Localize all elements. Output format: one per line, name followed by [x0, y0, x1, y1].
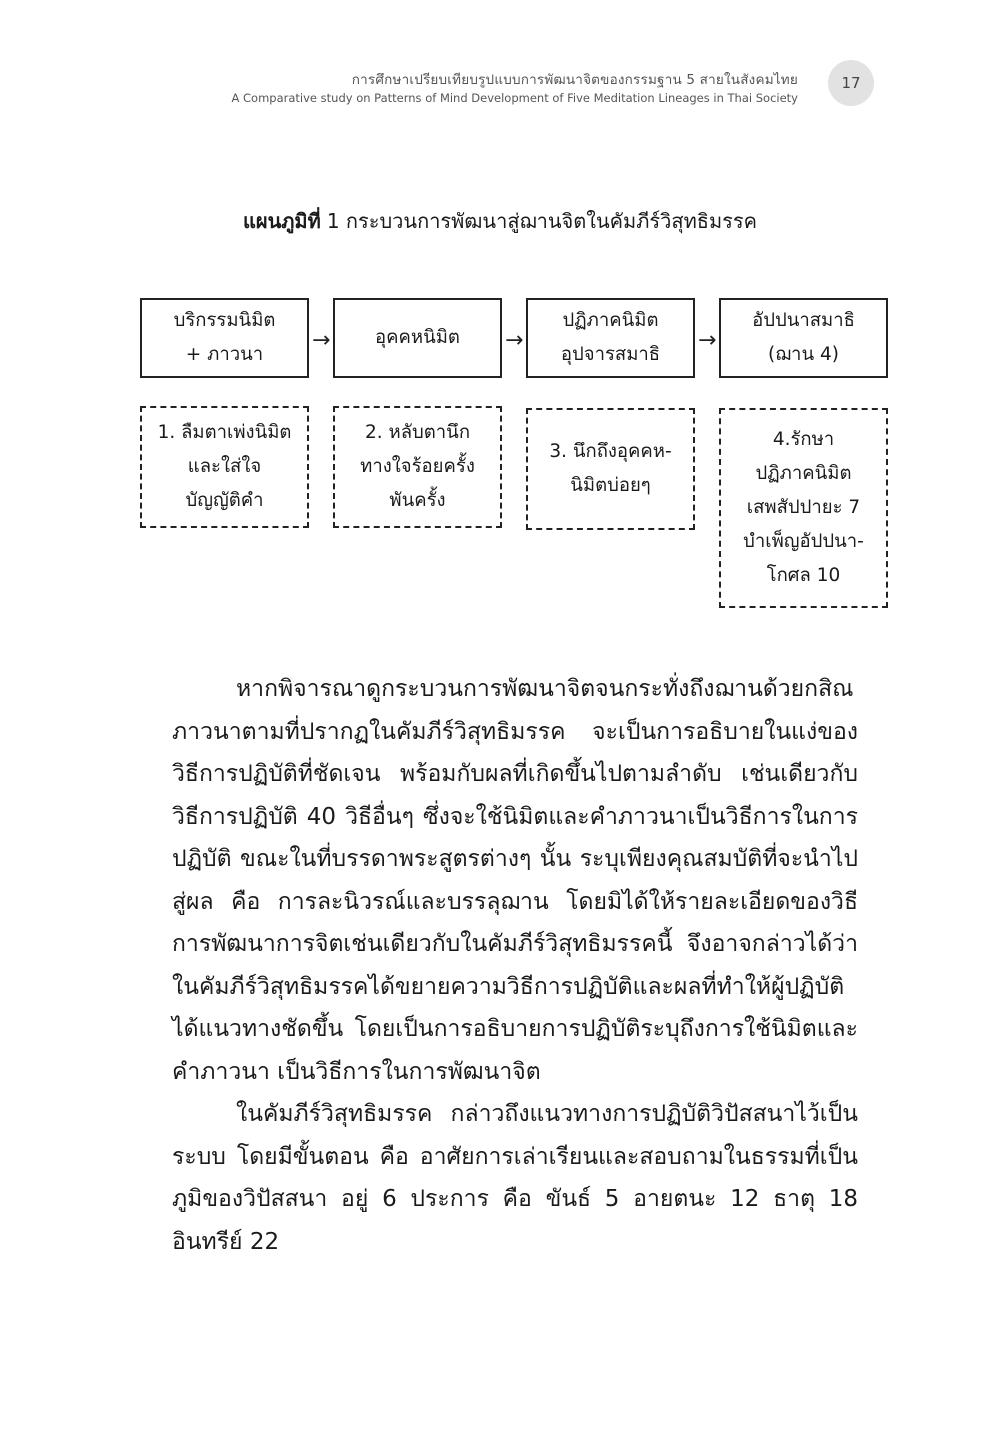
practice-line: โกศล 10	[766, 565, 841, 586]
practice-line: 2. หลับตานึก	[364, 422, 471, 443]
header-english-title: A Comparative study on Patterns of Mind Development of Five Meditation Lineages in Thai Society	[231, 91, 798, 105]
practice-line: 4.รักษา	[772, 429, 835, 450]
practice-line: และใส่ใจ	[187, 456, 262, 477]
stage-box-patibhaga	[526, 298, 695, 378]
paragraph: ในคัมภีร์วิสุทธิมรรค กล่าวถึงแนวทางการปฏิบัติวิปัสสนาไว้เป็นระบบ โดยมีขั้นตอน คือ อาศัยการเล่าเรียนและสอบถามในธรรมที่เป็นภูมิของวิปัสสนา อยู่ 6 ประการ คือ ขันธ์ 5 อายตนะ 12 ธาตุ 18 อินทรีย์ 22	[172, 1101, 858, 1255]
figure-label: แผนภูมิที่	[242, 209, 321, 233]
stage-line: อัปปนาสมาธิ	[752, 310, 855, 331]
stage-line: (ฌาน 4)	[768, 344, 839, 365]
practice-line: 3. นึกถึงอุคคห-	[549, 441, 672, 462]
practice-line: บำเพ็ญอัปปนา-	[743, 531, 864, 552]
stage-box-appana	[719, 298, 888, 378]
running-header	[150, 72, 798, 106]
practice-line: บัญญัติคำ	[185, 490, 264, 511]
stage-box-parikamma	[140, 298, 309, 378]
practice-line: ทางใจร้อยครั้ง	[360, 456, 475, 477]
practice-line: พันครั้ง	[389, 490, 446, 511]
practice-line: ปฏิภาคนิมิต	[755, 463, 852, 484]
flow-arrow: →	[698, 328, 717, 353]
stage-box-uggaha	[333, 298, 502, 378]
practice-box-4	[719, 408, 888, 608]
body-text	[172, 668, 858, 1263]
practice-line: 1. ลืมตาเพ่งนิมิต	[157, 422, 292, 443]
practice-line: นิมิตบ่อยๆ	[570, 475, 651, 496]
header-thai-title: การศึกษาเปรียบเทียบรูปแบบการพัฒนาจิตของกรรมฐาน 5 สายในสังคมไทย	[351, 72, 798, 88]
practice-box-3	[526, 408, 695, 530]
practice-box-1	[140, 406, 309, 528]
figure-title	[0, 207, 1000, 235]
stage-line: อุปจารสมาธิ	[560, 344, 661, 365]
flow-arrow: →	[505, 328, 524, 353]
stage-line: บริกรรมนิมิต	[173, 310, 276, 331]
practice-line: เสพสัปปายะ 7	[746, 497, 861, 518]
stage-line: + ภาวนา	[185, 344, 264, 365]
stage-line: อุคคหนิมิต	[375, 327, 460, 348]
paragraph: หากพิจารณาดูกระบวนการพัฒนาจิตจนกระทั่งถึงฌานด้วยกสิณภาวนาตามที่ปรากฏในคัมภีร์วิสุทธิมรรค จะเป็นการอธิบายในแง่ของวิธีการปฏิบัติที่ชัดเจน พร้อมกับผลที่เกิดขึ้นไปตามลำดับ เช่นเดียวกับวิธีการปฏิบัติ 40 วิธีอื่นๆ ซึ่งจะใช้นิมิตและคำภาวนาเป็นวิธีการในการปฏิบัติ ขณะในที่บรรดาพระสูตรต่างๆ นั้น ระบุเพียงคุณสมบัติที่จะนำไปสู่ผล คือ การละนิวรณ์และบรรลุฌาน โดยมิได้ให้รายละเอียดของวิธีการพัฒนาการจิตเช่นเดียวกับในคัมภีร์วิสุทธิมรรคนี้ จึงอาจกล่าวได้ว่า ในคัมภีร์วิสุทธิมรรคได้ขยายความวิธีการปฏิบัติและผลที่ทำให้ผู้ปฏิบัติได้แนวทางชัดขึ้น โดยเป็นการอธิบายการปฏิบัติระบุถึงการใช้นิมิตและคำภาวนา เป็นวิธีการในการพัฒนาจิต	[172, 676, 858, 1085]
page-number: 17	[828, 60, 874, 106]
practice-box-2	[333, 406, 502, 528]
figure-caption: 1 กระบวนการพัฒนาสู่ฌานจิตในคัมภีร์วิสุทธิมรรค	[326, 209, 758, 233]
flow-arrow: →	[312, 328, 331, 353]
stage-line: ปฏิภาคนิมิต	[562, 310, 659, 331]
